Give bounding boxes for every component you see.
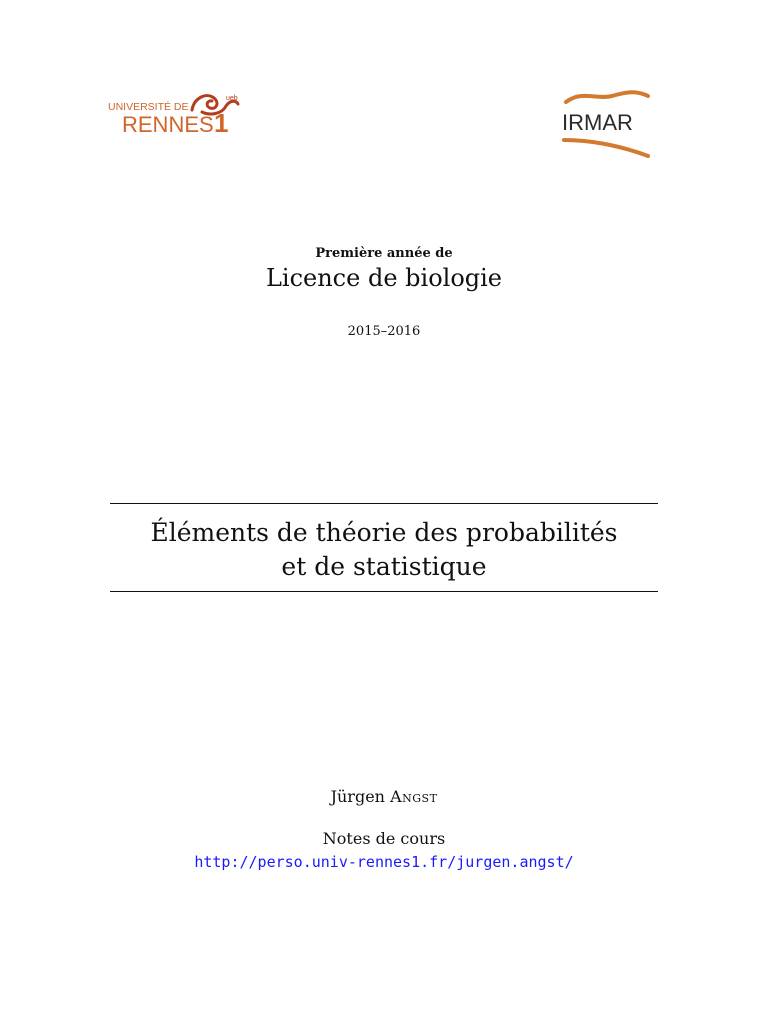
irmar-top-wave-icon xyxy=(566,92,648,102)
irmar-bottom-swoosh-icon xyxy=(564,140,648,156)
document-title-line1: Éléments de théorie des probabilités xyxy=(150,518,618,547)
title-rule-bottom xyxy=(110,591,658,592)
author-name xyxy=(0,787,768,806)
notes-label: Notes de cours xyxy=(322,829,446,848)
rennes-logo-line1: UNIVERSITÉ DE xyxy=(108,101,189,113)
title-rule-top xyxy=(110,503,658,504)
degree-title: Licence de biologie xyxy=(265,264,503,292)
universite-rennes-1-logo xyxy=(106,88,246,136)
course-url-link[interactable] xyxy=(0,853,768,871)
rennes-logo-line2: RENNES xyxy=(122,112,214,136)
author-last-name: Angst xyxy=(390,787,438,806)
author-first-name: Jürgen xyxy=(330,787,385,806)
course-level: Première année de xyxy=(315,246,453,261)
document-title-line2: et de statistique xyxy=(281,552,487,581)
rennes-logo-numeral: 1 xyxy=(214,108,229,136)
academic-years: 2015–2016 xyxy=(347,324,421,339)
ermine-swirl-icon xyxy=(192,96,217,110)
document-title xyxy=(0,516,768,584)
irmar-logo xyxy=(556,88,656,160)
course-url[interactable]: http://perso.univ-rennes1.fr/jurgen.angst/ xyxy=(194,853,574,871)
irmar-logo-label: IRMAR xyxy=(562,110,633,135)
irmar-logo-graphic xyxy=(556,88,656,160)
ueb-mark: ueb xyxy=(226,95,238,102)
rennes-logo-graphic xyxy=(106,88,246,136)
